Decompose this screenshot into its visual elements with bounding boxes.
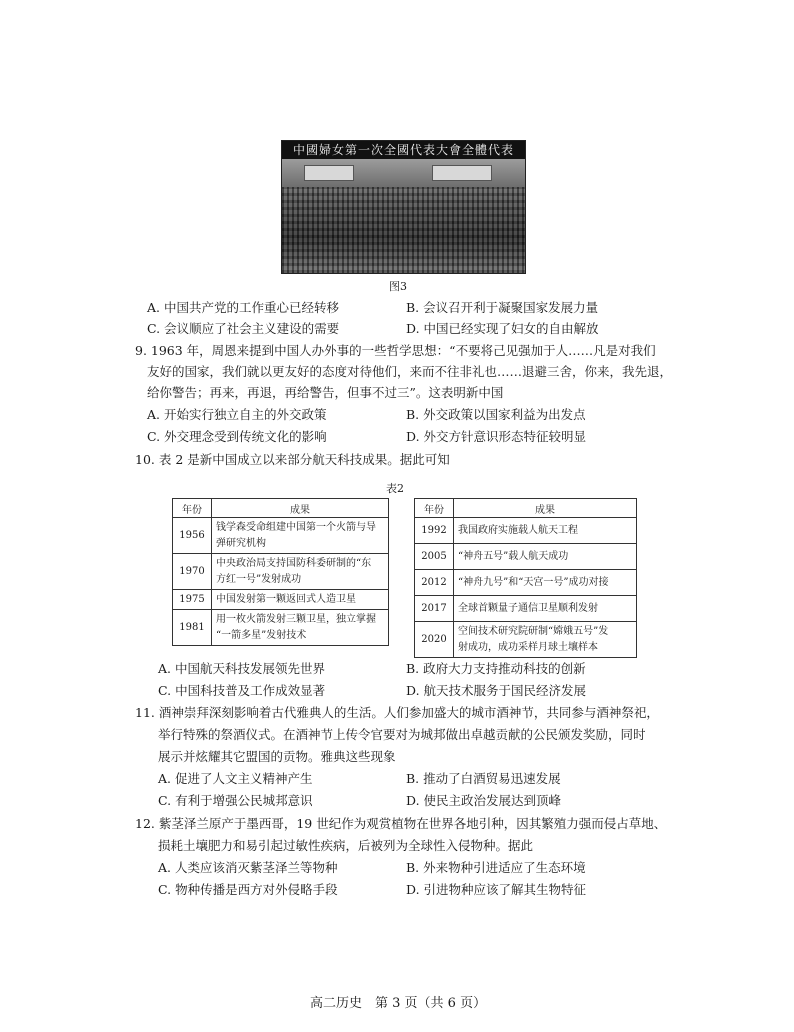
table-row — [173, 518, 389, 554]
achievement-cell — [454, 570, 637, 596]
table-row — [173, 610, 389, 646]
achievement-line: 射成功，成功采样月球土壤样本 — [458, 641, 598, 653]
table-row — [415, 518, 637, 544]
q8-option-a: A. 中国共产党的工作重心已经转移 — [147, 300, 339, 315]
header-achievement: 成果 — [212, 499, 389, 518]
achievement-cell — [454, 622, 637, 658]
achievement-cell — [454, 596, 637, 622]
figure-3-photo — [281, 140, 526, 274]
year-cell: 2005 — [415, 544, 454, 570]
achievement-line: “一箭多星”发射技术 — [216, 629, 307, 641]
year-cell: 1992 — [415, 518, 454, 544]
year-cell: 2020 — [415, 622, 454, 658]
q9-stem-line-2: 友好的国家，我们就以更友好的态度对待他们，来而不往非礼也……退避三舍，你来，我先退， — [147, 364, 673, 379]
photo-banner: 中國婦女第一次全國代表大會全體代表 — [282, 141, 525, 159]
header-year: 年份 — [415, 499, 454, 518]
achievement-line: “神舟九号”和“天宫一号”成功对接 — [458, 576, 609, 588]
achievement-line: 方红一号”发射成功 — [216, 573, 302, 585]
achievement-line: 中国发射第一颗返回式人造卫星 — [216, 593, 356, 605]
achievement-cell — [454, 544, 637, 570]
q12-option-b: B. 外来物种引进适应了生态环境 — [406, 860, 586, 875]
achievement-cell — [212, 518, 389, 554]
q10-option-c: C. 中国科技普及工作成效显著 — [158, 683, 326, 698]
q12-option-a: A. 人类应该消灭紫茎泽兰等物种 — [158, 860, 338, 875]
q8-option-b: B. 会议召开利于凝聚国家发展力量 — [406, 300, 599, 315]
q12-stem-line-2: 损耗土壤肥力和易引起过敏性疾病，后被列为全球性入侵物种。据此 — [158, 838, 534, 853]
q11-option-d: D. 使民主政治发展达到顶峰 — [406, 793, 562, 808]
table-row — [415, 622, 637, 658]
year-cell: 1970 — [173, 554, 212, 590]
q10-option-a: A. 中国航天科技发展领先世界 — [158, 661, 325, 676]
table-2-left — [172, 498, 389, 646]
q9-option-c: C. 外交理念受到传统文化的影响 — [147, 429, 327, 444]
achievement-line: 全球首颗量子通信卫星顺利发射 — [458, 602, 598, 614]
q8-option-c: C. 会议顺应了社会主义建设的需要 — [147, 321, 340, 336]
q11-option-b: B. 推动了白酒贸易迅速发展 — [406, 771, 561, 786]
achievement-line: 用一枚火箭发射三颗卫星，独立掌握 — [216, 613, 376, 625]
year-cell: 2012 — [415, 570, 454, 596]
q10-option-b: B. 政府大力支持推动科技的创新 — [406, 661, 586, 676]
q12-option-d: D. 引进物种应该了解其生物特征 — [406, 882, 587, 897]
achievement-cell — [212, 590, 389, 610]
achievement-cell — [212, 610, 389, 646]
achievement-line: 弹研究机构 — [216, 537, 266, 549]
year-cell: 1956 — [173, 518, 212, 554]
q10-stem: 10. 表 2 是新中国成立以来部分航天科技成果。据此可知 — [135, 452, 450, 467]
q9-stem-line-1: 9. 1963 年，周恩来提到中国人办外事的一些哲学思想：“不要将己见强加于人……凡是对我们 — [135, 343, 656, 358]
page-footer: 高二历史 第 3 页（共 6 页） — [310, 996, 487, 1011]
achievement-line: 空间技术研究院研制“嫦娥五号”发 — [458, 625, 609, 637]
table-header-row — [415, 499, 637, 518]
q10-option-d: D. 航天技术服务于国民经济发展 — [406, 683, 587, 698]
year-cell: 2017 — [415, 596, 454, 622]
q11-stem-line-3: 展示并炫耀其它盟国的贡物。雅典这些现象 — [158, 749, 396, 764]
achievement-line: 中央政治局支持国防科委研制的“东 — [216, 557, 372, 569]
q11-stem-line-2: 举行特殊的祭酒仪式。在酒神节上传令官要对为城邦做出卓越贡献的公民颁发奖励，同时 — [158, 727, 646, 742]
q11-stem-line-1: 11. 酒神崇拜深刻影响着古代雅典人的生活。人们参加盛大的城市酒神节，共同参与酒神祭祀， — [135, 705, 659, 720]
table-caption: 表2 — [386, 482, 404, 495]
q8-option-d: D. 中国已经实现了妇女的自由解放 — [406, 321, 599, 336]
figure-caption: 图3 — [389, 280, 407, 293]
achievement-line: 钱学森受命组建中国第一个火箭与导 — [216, 521, 376, 533]
q12-stem-line-1: 12. 紫茎泽兰原产于墨西哥，19 世纪作为观赏植物在世界各地引种，因其繁殖力强而侵占草地、 — [135, 816, 667, 831]
q9-option-b: B. 外交政策以国家利益为出发点 — [406, 407, 586, 422]
year-cell: 1975 — [173, 590, 212, 610]
year-cell: 1981 — [173, 610, 212, 646]
table-row — [415, 596, 637, 622]
table-row — [415, 544, 637, 570]
table-row — [415, 570, 637, 596]
q9-stem-line-3: 给你警告；再来，再退，再给警告，但事不过三”。这表明新中国 — [147, 385, 504, 400]
achievement-cell — [212, 554, 389, 590]
achievement-cell — [454, 518, 637, 544]
photo-sign-right — [432, 165, 492, 181]
table-row — [173, 554, 389, 590]
q11-option-a: A. 促进了人文主义精神产生 — [158, 771, 313, 786]
table-header-row — [173, 499, 389, 518]
achievement-line: 我国政府实施载人航天工程 — [458, 524, 578, 536]
header-year: 年份 — [173, 499, 212, 518]
q9-option-a: A. 开始实行独立自主的外交政策 — [147, 407, 327, 422]
table-2-right — [414, 498, 637, 658]
q9-option-d: D. 外交方针意识形态特征较明显 — [406, 429, 587, 444]
header-achievement: 成果 — [454, 499, 637, 518]
photo-sign-left — [304, 165, 354, 181]
achievement-line: “神舟五号”载人航天成功 — [458, 550, 569, 562]
q12-option-c: C. 物种传播是西方对外侵略手段 — [158, 882, 338, 897]
table-row — [173, 590, 389, 610]
q11-option-c: C. 有利于增强公民城邦意识 — [158, 793, 313, 808]
